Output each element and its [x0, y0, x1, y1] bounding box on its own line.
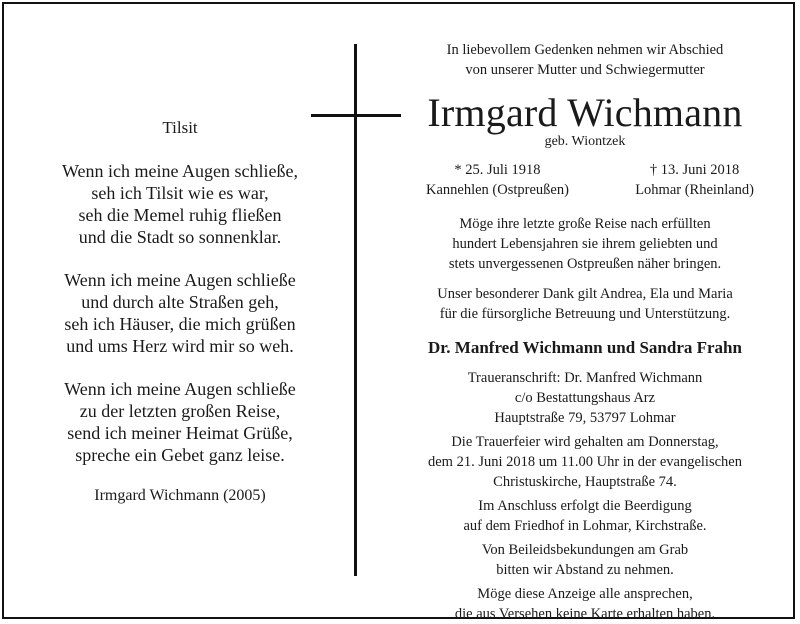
thanks-text	[400, 284, 770, 324]
wish-line: hundert Lebensjahren sie ihrem geliebten und	[452, 236, 718, 252]
intro-text	[400, 40, 770, 80]
mourning-address	[400, 368, 770, 428]
thanks-line: Unser besonderer Dank gilt Andrea, Ela und Maria	[437, 286, 733, 302]
death-place: Lohmar (Rheinland)	[635, 182, 754, 198]
address-line: Hauptstraße 79, 53797 Lohmar	[494, 410, 676, 426]
survivors-names: Dr. Manfred Wichmann und Sandra Frahn	[428, 338, 742, 357]
ceremony-line: dem 21. Juni 2018 um 11.00 Uhr in der evangelischen	[428, 454, 742, 470]
closing-line: die aus Versehen keine Karte erhalten haben.	[454, 606, 716, 622]
ceremony-text	[400, 432, 770, 492]
cross-icon-vertical	[354, 44, 357, 576]
poem-line: und ums Herz wird mir so weh.	[66, 336, 294, 356]
notice-block	[400, 40, 770, 624]
wish-line: Möge ihre letzte große Reise nach erfüllten	[459, 216, 711, 232]
poem-stanza-2	[20, 269, 340, 357]
poem-author: Irmgard Wichmann (2005)	[94, 487, 266, 504]
poem-line: zu der letzten großen Reise,	[79, 401, 281, 421]
poem-title: Tilsit	[162, 118, 198, 137]
burial-line: Im Anschluss erfolgt die Beerdigung	[478, 498, 692, 514]
intro-line: In liebevollem Gedenken nehmen wir Abschied	[446, 42, 724, 58]
poem-line: Wenn ich meine Augen schließe	[64, 270, 296, 290]
burial-line: auf dem Friedhof in Lohmar, Kirchstraße.	[463, 518, 707, 534]
poem-line: und die Stadt so sonnenklar.	[78, 227, 282, 247]
ceremony-line: Christuskirche, Hauptstraße 74.	[493, 474, 677, 490]
poem-line: spreche ein Gebet ganz leise.	[75, 445, 285, 465]
wish-text	[400, 214, 770, 274]
poem-line: Wenn ich meine Augen schließe,	[62, 161, 298, 181]
poem-line: seh ich Tilsit wie es war,	[91, 183, 269, 203]
condolences-text	[400, 540, 770, 580]
address-line: c/o Bestattungshaus Arz	[514, 390, 656, 406]
burial-text	[400, 496, 770, 536]
maiden-name: geb. Wiontzek	[544, 134, 626, 149]
closing-text	[400, 584, 770, 624]
wish-line: stets unvergessenen Ostpreußen näher bringen.	[448, 256, 722, 272]
birth-date: * 25. Juli 1918	[454, 162, 541, 178]
poem-line: send ich meiner Heimat Grüße,	[67, 423, 293, 443]
poem-stanza-3	[20, 378, 340, 466]
ceremony-line: Die Trauerfeier wird gehalten am Donnerstag,	[451, 434, 719, 450]
birth-info	[426, 160, 569, 200]
closing-line: Möge diese Anzeige alle ansprechen,	[477, 586, 693, 602]
poem-line: Wenn ich meine Augen schließe	[64, 379, 296, 399]
condolences-line: bitten wir Abstand zu nehmen.	[496, 562, 674, 578]
life-dates	[400, 160, 770, 200]
poem-stanza-1	[20, 160, 340, 248]
condolences-line: Von Beileidsbekundungen am Grab	[481, 542, 689, 558]
death-date: † 13. Juni 2018	[649, 162, 740, 178]
cross-icon-horizontal	[311, 114, 401, 117]
birth-place: Kannehlen (Ostpreußen)	[426, 182, 569, 198]
deceased-name: Irmgard Wichmann	[427, 90, 743, 135]
thanks-line: für die fürsorgliche Betreuung und Unterstützung.	[439, 306, 731, 322]
poem-block	[20, 118, 340, 505]
poem-line: seh ich Häuser, die mich grüßen	[64, 314, 296, 334]
address-line: Traueranschrift: Dr. Manfred Wichmann	[467, 370, 703, 386]
intro-line: von unserer Mutter und Schwiegermutter	[465, 62, 705, 78]
death-info	[635, 160, 754, 200]
poem-line: seh die Memel ruhig fließen	[78, 205, 282, 225]
poem-line: und durch alte Straßen geh,	[81, 292, 279, 312]
